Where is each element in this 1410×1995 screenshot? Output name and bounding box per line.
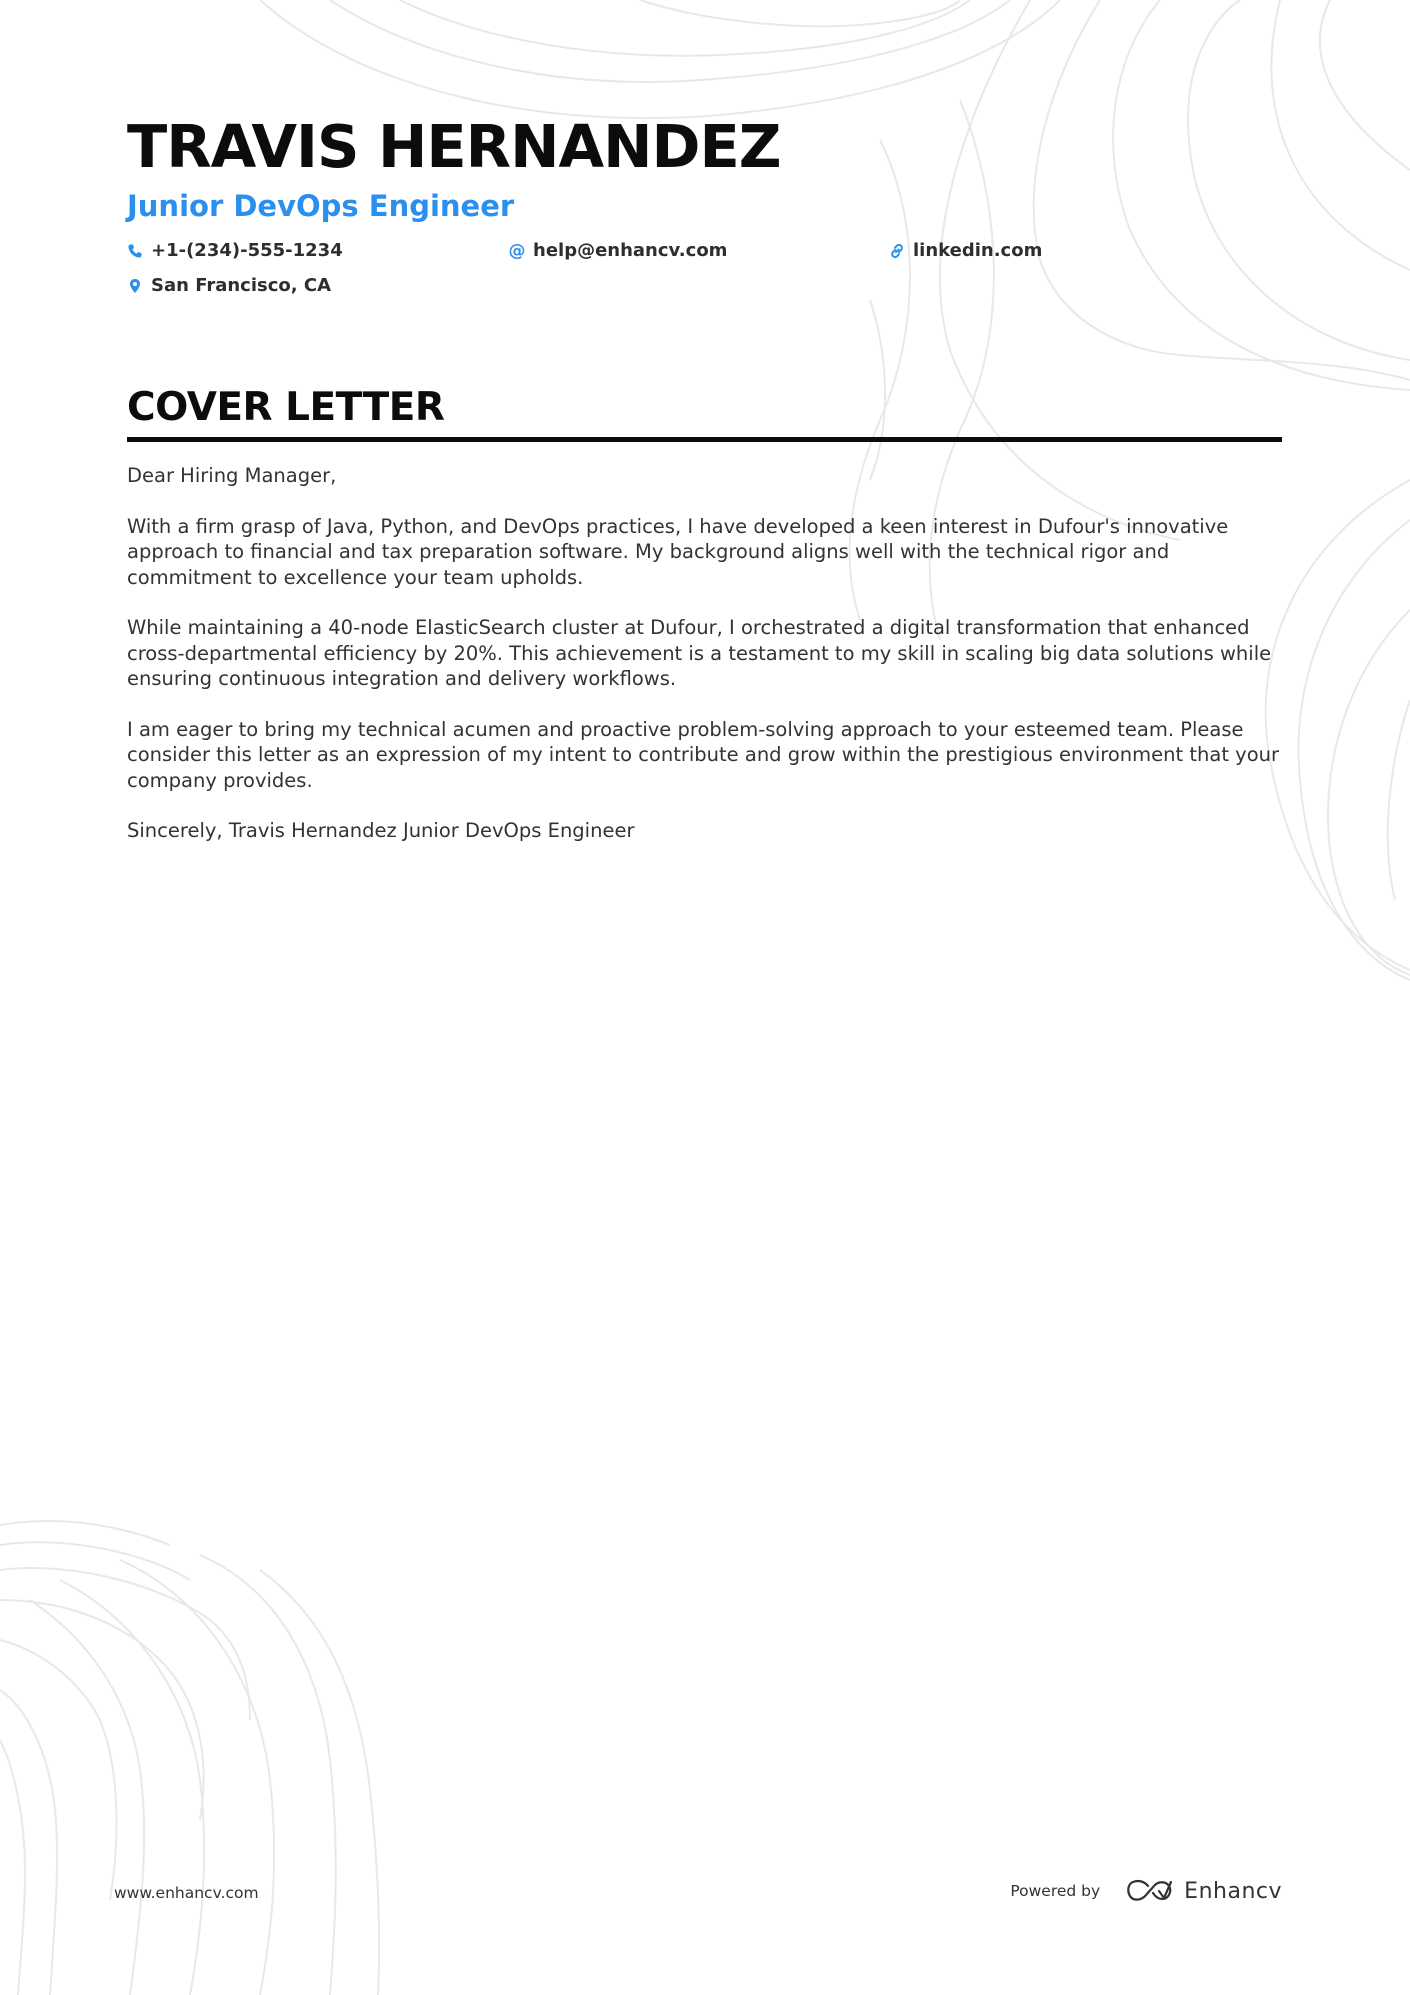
contact-phone: [127, 240, 343, 261]
phone-icon: [127, 243, 143, 259]
candidate-name: TRAVIS HERNANDEZ: [127, 112, 781, 181]
location-text: San Francisco, CA: [151, 275, 332, 296]
enhancv-logo-icon: [1126, 1878, 1174, 1904]
location-pin-icon: [127, 278, 143, 294]
footer-website[interactable]: www.enhancv.com: [114, 1884, 259, 1902]
link-icon: [889, 243, 905, 259]
contact-location: [127, 275, 331, 296]
brand-name: Enhancv: [1184, 1878, 1282, 1904]
contact-info: [127, 232, 1282, 310]
letter-body: [127, 463, 1292, 869]
job-title: Junior DevOps Engineer: [127, 189, 515, 223]
letter-closing: Sincerely, Travis Hernandez Junior DevOps Engineer: [127, 819, 635, 842]
footer-branding: [1010, 1878, 1282, 1904]
section-title: COVER LETTER: [127, 385, 445, 430]
contact-email: [509, 240, 727, 261]
link-text[interactable]: linkedin.com: [913, 240, 1043, 261]
phone-text: +1-(234)-555-1234: [151, 240, 343, 261]
powered-by-label: Powered by: [1010, 1882, 1101, 1900]
letter-paragraph: I am eager to bring my technical acumen and proactive problem-solving approach to your esteemed team. Please consider this letter as an expression of my intent to contribute and grow within the prestigious environment that your company provides.: [127, 717, 1280, 792]
resume-header: [127, 112, 1282, 310]
section-divider: [127, 437, 1282, 442]
letter-greeting: Dear Hiring Manager,: [127, 464, 337, 487]
letter-paragraph: With a firm grasp of Java, Python, and DevOps practices, I have developed a keen interest in Dufour's innovative approach to financial and tax preparation software. My background aligns well with the technical rigor and commitment to excellence your team upholds.: [127, 514, 1229, 589]
cover-letter-section: [127, 383, 1282, 442]
contact-link[interactable]: [889, 240, 1042, 261]
email-text: help@enhancv.com: [533, 240, 728, 261]
at-icon: @: [508, 240, 526, 261]
letter-paragraph: While maintaining a 40-node ElasticSearch cluster at Dufour, I orchestrated a digital transformation that enhanced cross-departmental efficiency by 20%. This achievement is a testament to my skill in scaling big data solutions while ensuring continuous integration and delivery workflows.: [127, 616, 1272, 690]
